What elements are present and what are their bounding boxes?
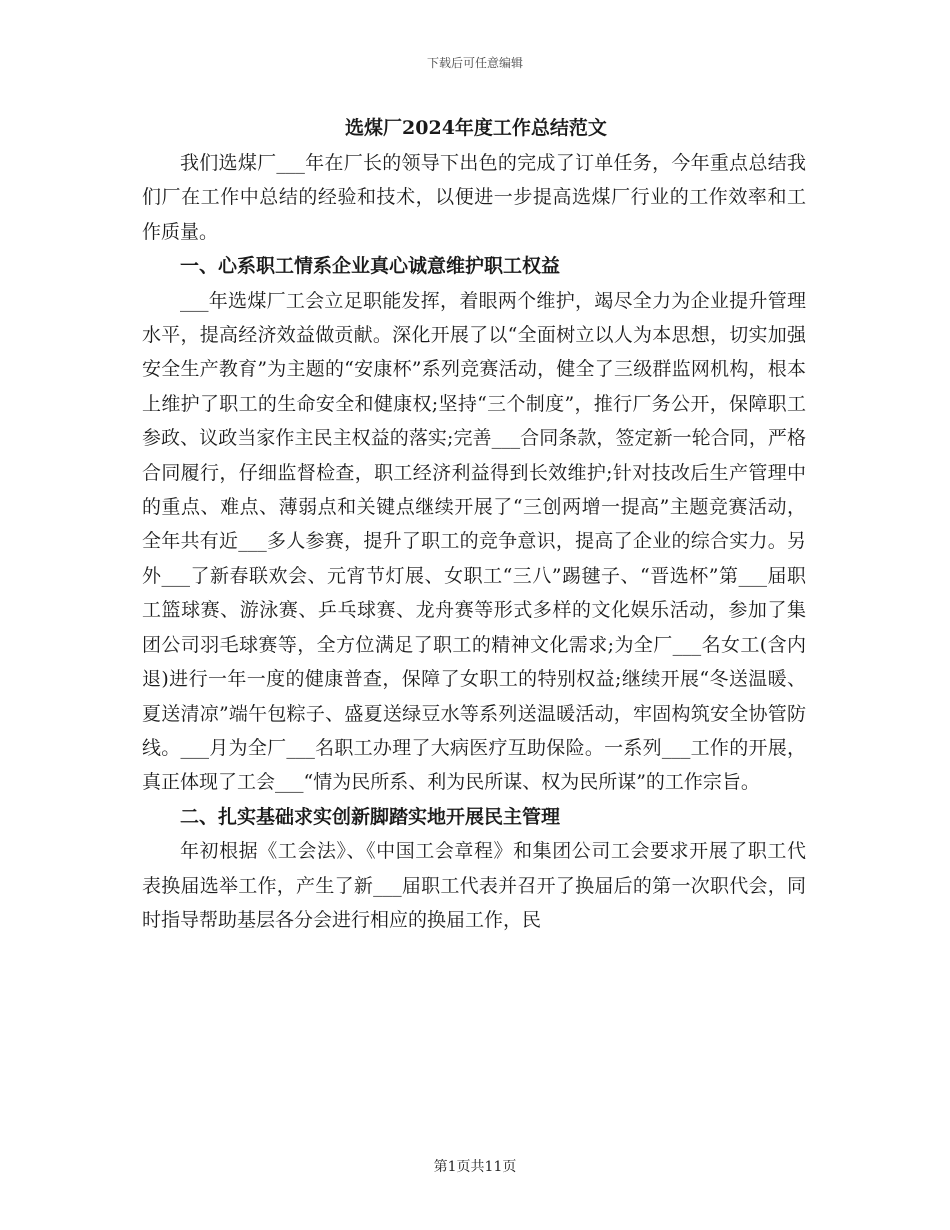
section-1-heading: 一、心系职工情系企业真心诚意维护职工权益 [180,255,561,278]
header-note: 下载后可任意编辑 [426,56,523,70]
section-1-paragraph: ___年选煤厂工会立足职能发挥，着眼两个维护，竭尽全力为企业提升管理水平，提高经济效益做贡献。深化开展了以“全面树立以人为本思想，切实加强安全生产教育”为主题的“安康杯”系列竞赛活动，健全了三级群监网机构，根本上维护了职工的生命安全和健康权;坚持“三个制度”，推行厂务公开，保障职工参政、议政当家作主民主权益的落实;完善___合同条款，签定新一轮合同，严格合同履行，仔细监督检查，职工经济利益得到长效维护;针对技改后生产管理中的重点、难点、薄弱点和关键点继续开展了“三创两增一提高”主题竞赛活动，全年共有近___多人参赛，提升了职工的竞争意识，提高了企业的综合实力。另外___了新春联欢会、元宵节灯展、女职工“三八”踢毽子、“晋选杯”第___届职工篮球赛、游泳赛、乒乓球赛、龙舟赛等形式多样的文化娱乐活动，参加了集团公司羽毛球赛等，全方位满足了职工的精神文化需求;为全厂___名女工(含内退)进行一年一度的健康普查，保障了女职工的特别权益;继续开展“冬送温暖、夏送清凉”端午包粽子、盛夏送绿豆水等系列送温暖活动，牢固构筑安全协管防线。___月为全厂___名职工办理了大病医疗互助保险。一系列___工作的开展，真正体现了工会___“情为民所系、利为民所谋、权为民所谋”的工作宗旨。 [142,289,806,794]
intro-paragraph: 我们选煤厂___年在厂长的领导下出色的完成了订单任务，今年重点总结我们厂在工作中总结的经验和技术，以便进一步提高选煤厂行业的工作效率和工作质量。 [142,152,806,243]
section-2-paragraph: 年初根据《工会法》、《中国工会章程》和集团公司工会要求开展了职工代表换届选举工作，产生了新___届职工代表并召开了换届后的第一次职代会，同时指导帮助基层各分会进行相应的换届工作，民 [142,840,806,931]
document-body [142,112,806,937]
section-2-heading: 二、扎实基础求实创新脚踏实地开展民主管理 [180,805,561,828]
page-footer: 第1页共11页 [433,1159,517,1175]
document-title: 选煤厂2024年度工作总结范文 [345,117,607,139]
